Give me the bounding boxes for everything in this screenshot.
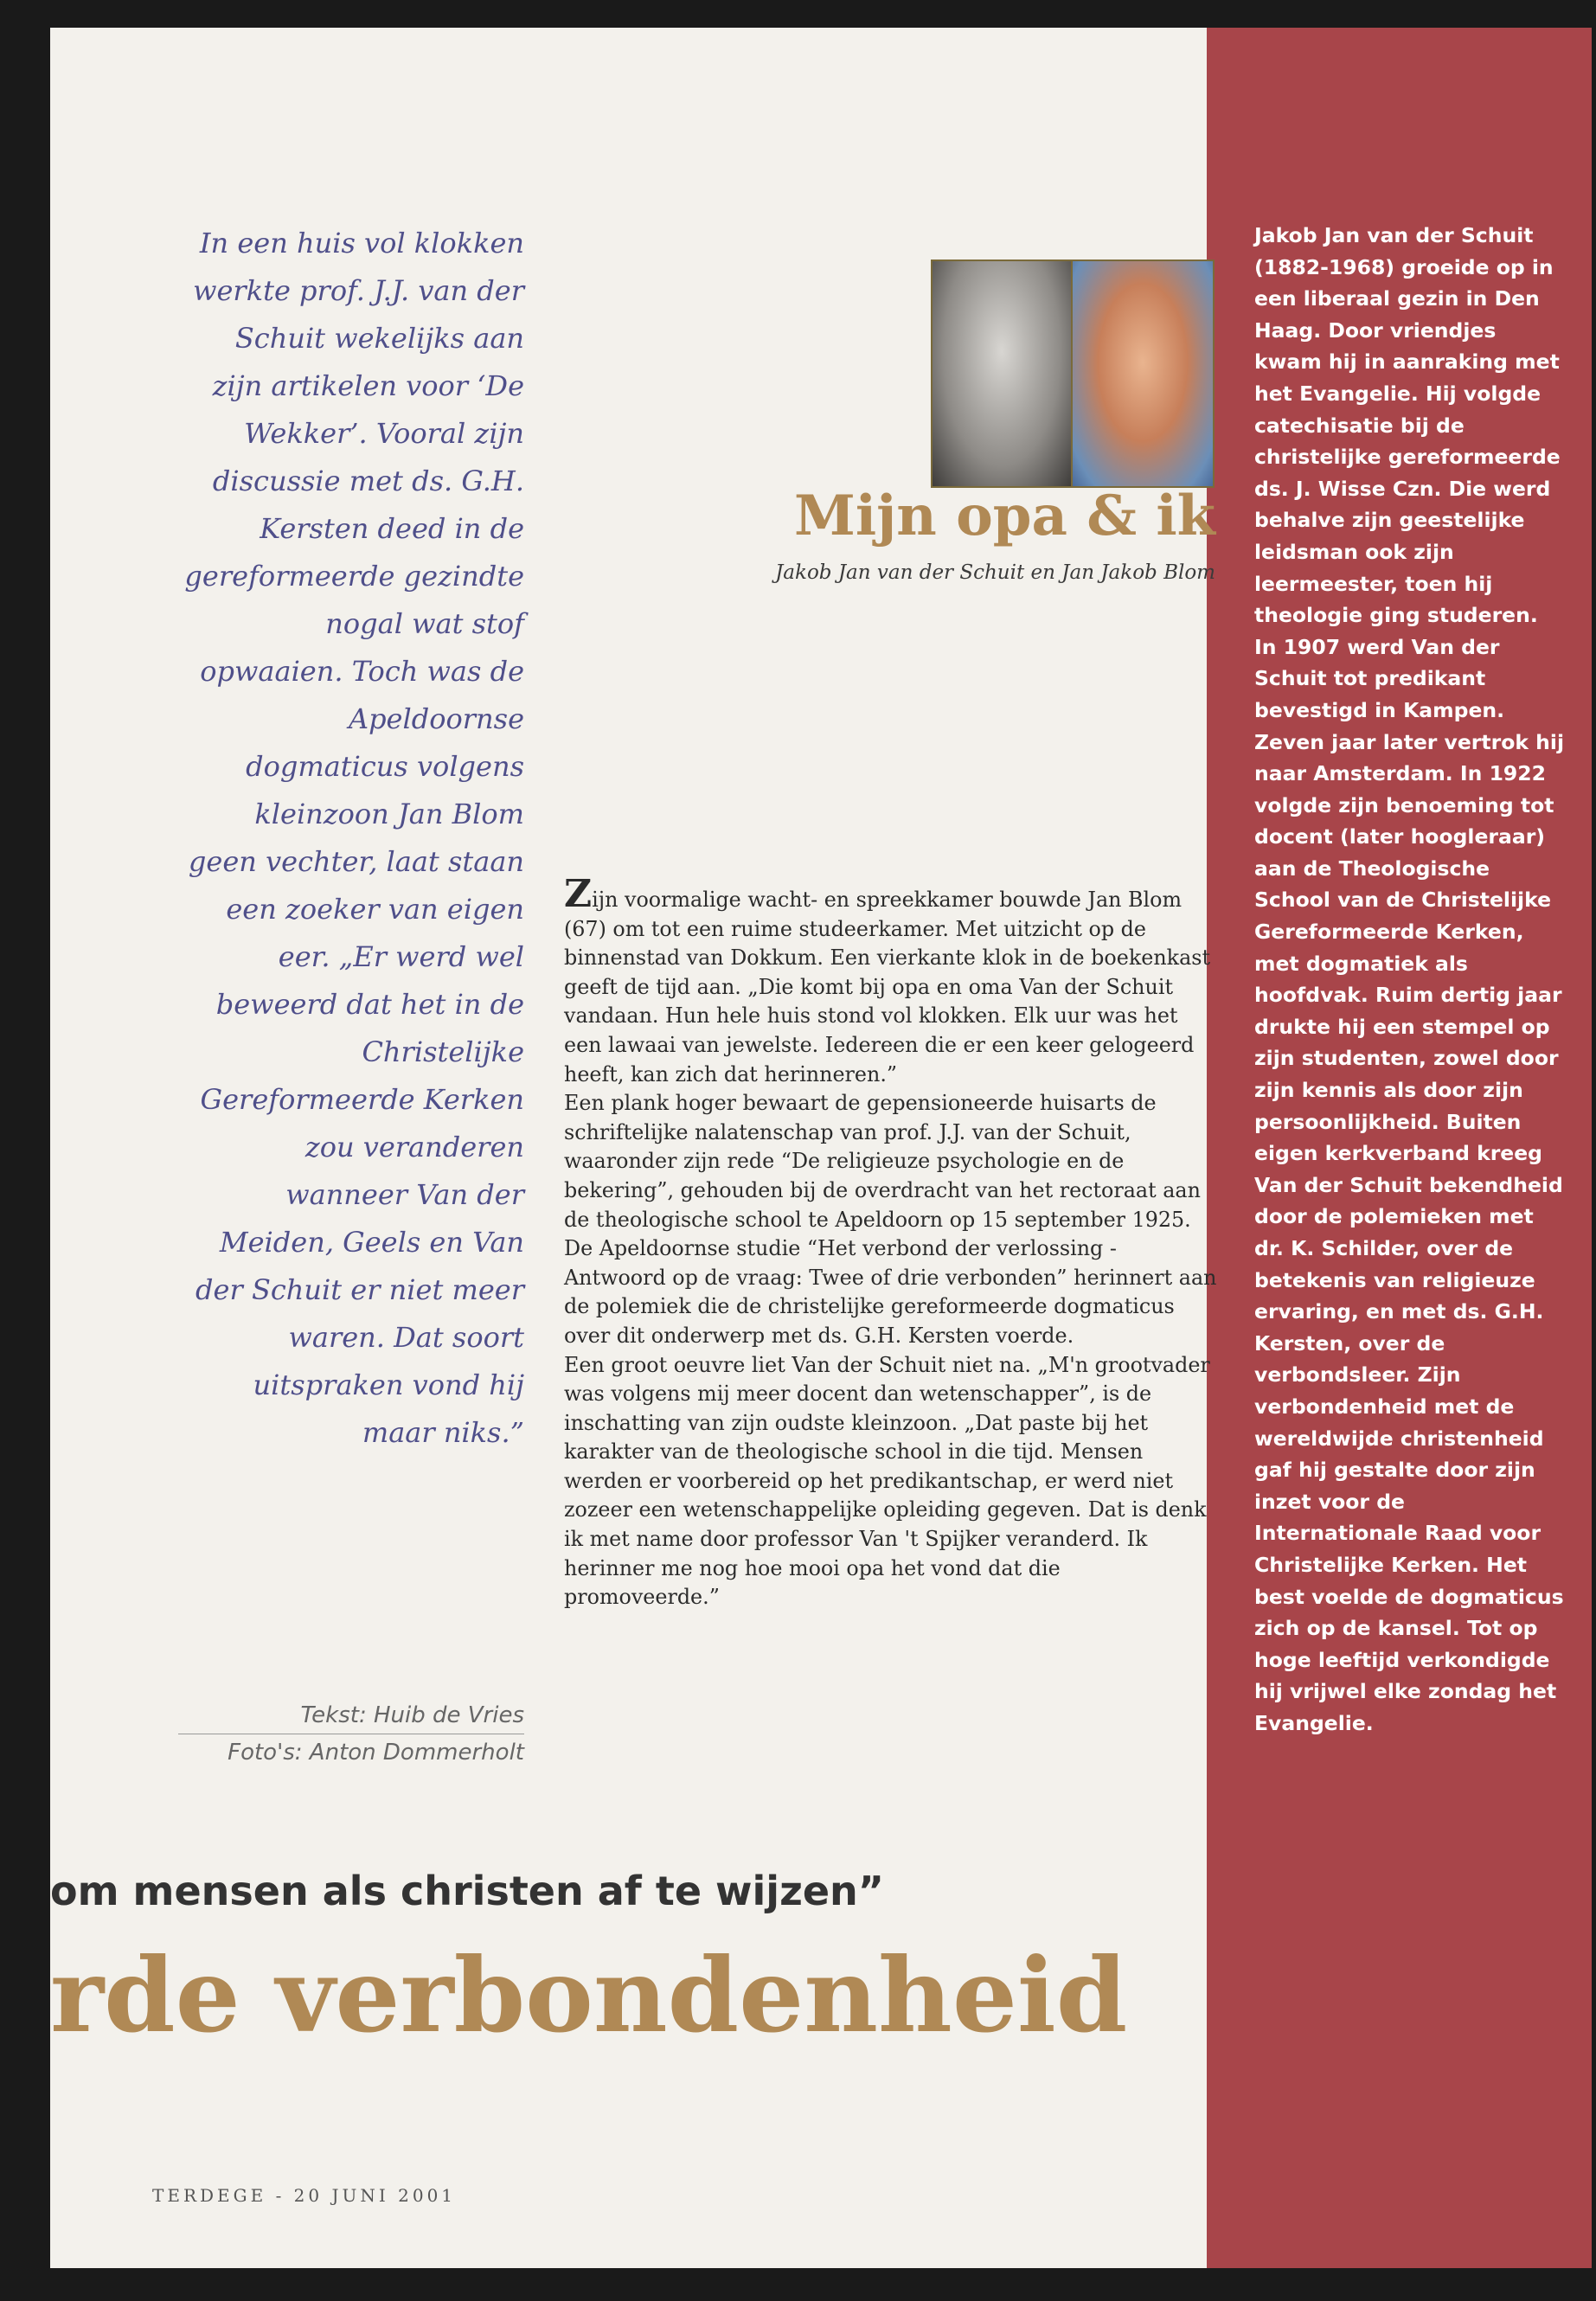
grandson-photo [1071, 260, 1215, 488]
drop-cap: Z [564, 872, 593, 916]
headline-line-1: om mensen als christen af te wijzen” [50, 1868, 885, 1914]
body-paragraph-3: Een groot oeuvre liet Van der Schuit niet na. „M'n grootvader was volgens mij meer docent dan wetenschapper”, is de inschatting van zijn oudste kleinzoon. „Dat paste bij het karakter van de theologische school in die tijd. Mensen werden er voorbereid op het predikantschap, er werd niet zozeer een wetenschappelijke opleiding gegeven. Dat is denk ik met name door professor Van 't Spijker veranderd. Ik herinner me nog hoe mooi opa het vond dat die promoveerde.” [564, 1352, 1210, 1610]
article-body [564, 872, 1217, 1612]
pull-quote: In een huis vol klokken werkte prof. J.J. van der Schuit wekelijks aan zijn artikelen voor ‘De Wekker’. Vooral zijn discussie met ds. G.H. Kersten deed in de gereformeerde gezindte nogal wat stof opwaaien. Toch was de Apeldoornse dogmaticus volgens kleinzoon Jan Blom geen vechter, laat staan een zoeker van eigen eer. „Er werd wel beweerd dat het in de Christelijke Gereformeerde Kerken zou veranderen wanneer Van der Meiden, Geels en Van der Schuit er niet meer waren. Dat soort uitspraken vond hij maar niks.” [184, 227, 524, 1449]
photo-credit: Foto's: Anton Dommerholt [178, 1734, 524, 1771]
section-title: Mijn opa & ik [793, 484, 1215, 548]
page-footer: TERDEGE - 20 JUNI 2001 [152, 2185, 457, 2206]
magazine-page [50, 28, 1592, 2268]
headline-line-2: rde verbondenheid [50, 1935, 1128, 2055]
body-paragraph-2: Een plank hoger bewaart de gepensioneerde huisarts de schriftelijke nalatenschap van prof. J.J. van der Schuit, waaronder zijn rede “De religieuze psychologie en de bekering”, gehouden bij de overdracht van het rectoraat aan de theologische school te Apeldoorn op 15 september 1925. De Apeldoornse studie “Het verbond der verlossing - Antwoord op de vraag: Twee of drie verbonden” herinnert aan de polemiek die de christelijke gereformeerde dogmaticus over dit onderwerp met ds. G.H. Kersten voerde. [564, 1091, 1217, 1348]
grandfather-photo [931, 260, 1073, 488]
body-paragraph-1 [564, 872, 1217, 1089]
text-credit: Tekst: Huib de Vries [300, 1702, 524, 1728]
body-paragraph-1-text: ijn voormalige wacht- en spreekkamer bouwde Jan Blom (67) om tot een ruime studeerkamer. Met uitzicht op de binnenstad van Dokkum. Een vierkante klok in de boekenkast geeft de tijd aan. „Die komt bij opa en oma Van der Schuit vandaan. Hun hele huis stond vol klokken. Elk uur was het een lawaai van jewelste. Iedereen die er een keer gelogeerd heeft, kan zich dat herinneren.” [564, 888, 1211, 1086]
credits [178, 1697, 524, 1771]
section-subtitle: Jakob Jan van der Schuit en Jan Jakob Blom [775, 561, 1215, 584]
sidebar-bio-text: Jakob Jan van der Schuit (1882-1968) groeide op in een liberaal gezin in Den Haag. Door vriendjes kwam hij in aanraking met het Evangelie. Hij volgde catechisatie bij de christelijke gereformeerde ds. J. Wisse Czn. Die werd behalve zijn geestelijke leidsman ook zijn leermeester, toen hij theologie ging studeren. In 1907 werd Van der Schuit tot predikant bevestigd in Kampen. Zeven jaar later vertrok hij naar Amsterdam. In 1922 volgde zijn benoeming tot docent (later hoogleraar) aan de Theologische School van de Christelijke Gereformeerde Kerken, met dogmatiek als hoofdvak. Ruim dertig jaar drukte hij een stempel op zijn studenten, zowel door zijn kennis als door zijn persoonlijkheid. Buiten eigen kerkverband kreeg Van der Schuit bekendheid door de polemieken met dr. K. Schilder, over de betekenis van religieuze ervaring, en met ds. G.H. Kersten, over de verbondsleer. Zijn verbondenheid met de wereldwijde christenheid gaf hij gestalte door zijn inzet voor de Internationale Raad voor Christelijke Kerken. Het best voelde de dogmaticus zich op de kansel. Tot op hoge leeftijd verkondigde hij vrijwel elke zondag het Evangelie. [1254, 223, 1565, 1735]
